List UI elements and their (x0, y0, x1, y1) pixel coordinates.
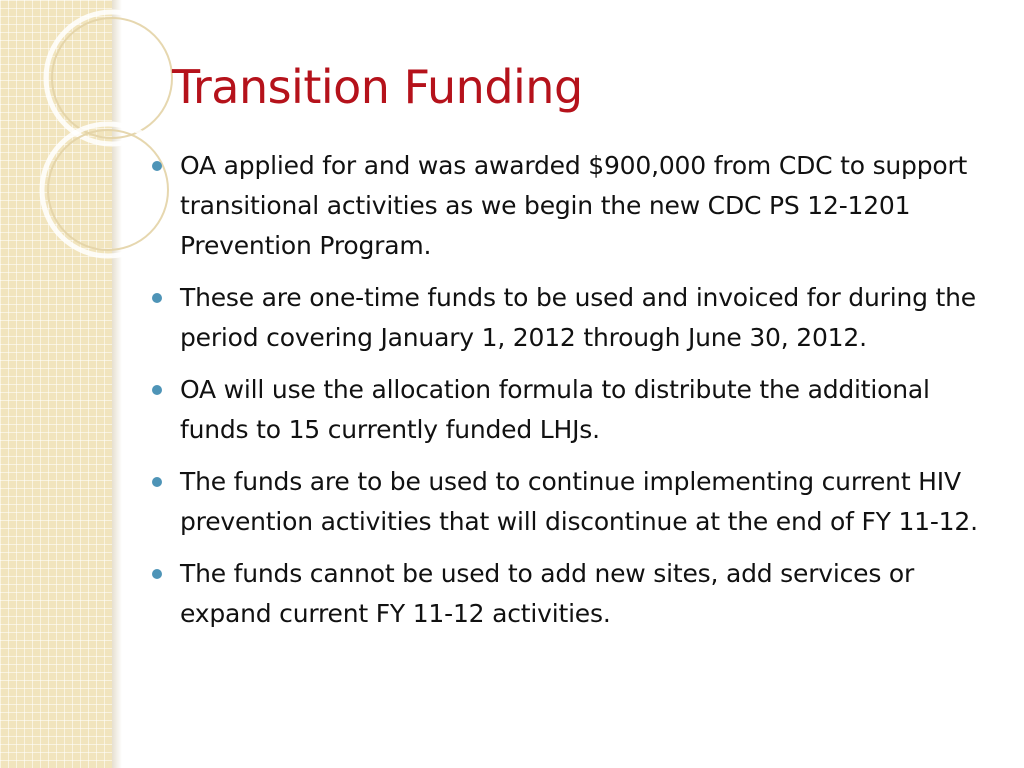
bullet-marker-icon (152, 569, 162, 579)
bullet-item-2 (150, 278, 980, 358)
bullet-item-5 (150, 554, 980, 634)
bullet-marker-icon (152, 293, 162, 303)
slide-title: Transition Funding (172, 60, 583, 114)
bullet-text-4: The funds are to be used to continue implementing current HIV prevention activities that will discontinue at the end of FY 11-12. (180, 467, 978, 536)
bullet-item-1 (150, 146, 980, 266)
bullet-item-4 (150, 462, 980, 542)
bullet-text-2: These are one-time funds to be used and invoiced for during the period covering January 1, 2012 through June 30, 2012. (180, 283, 976, 352)
bullet-text-1: OA applied for and was awarded $900,000 from CDC to support transitional activities as we begin the new CDC PS 12-1201 Prevention Program. (180, 151, 968, 260)
bullet-item-3 (150, 370, 980, 450)
bullet-marker-icon (152, 385, 162, 395)
bullet-marker-icon (152, 477, 162, 487)
bullet-text-3: OA will use the allocation formula to distribute the additional funds to 15 currently funded LHJs. (180, 375, 930, 444)
bullet-marker-icon (152, 161, 162, 171)
bullet-text-5: The funds cannot be used to add new sites, add services or expand current FY 11-12 activities. (180, 559, 915, 628)
bullet-list (150, 146, 980, 646)
